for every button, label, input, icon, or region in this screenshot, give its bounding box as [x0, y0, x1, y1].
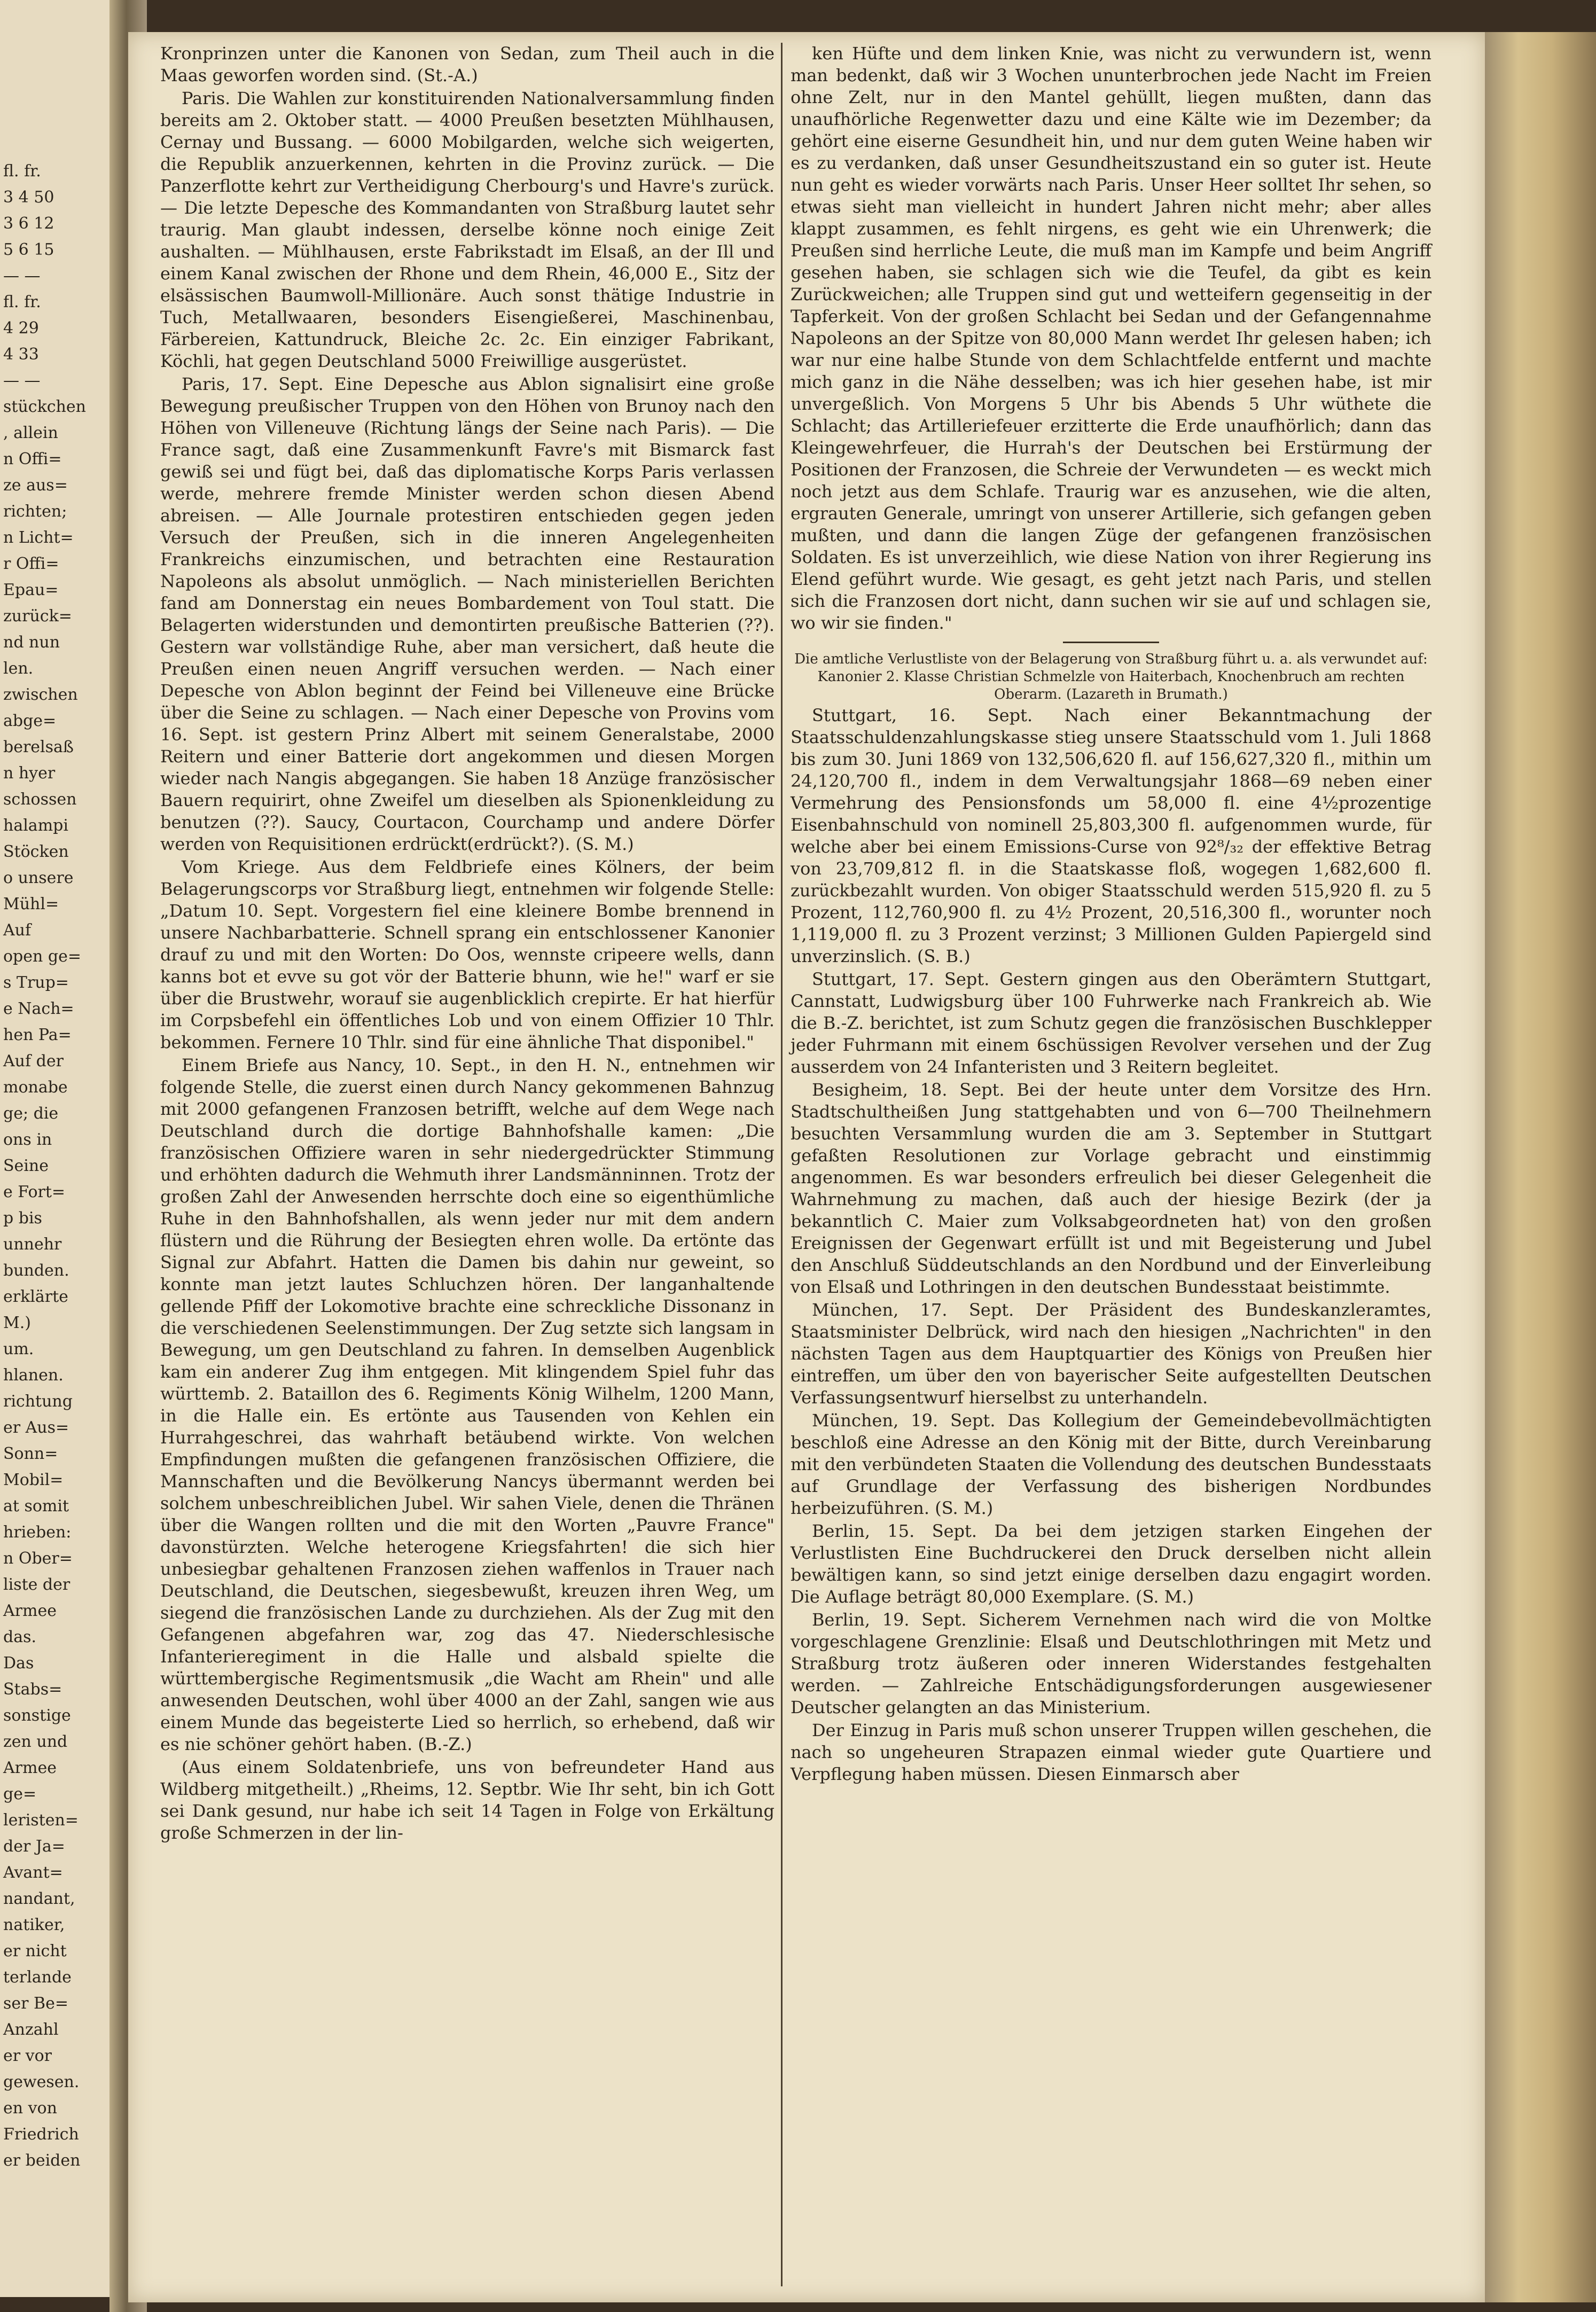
article-paragraph-right: Besigheim, 18. Sept. Bei der heute unter dem Vorsitze des Hrn. Stadtschultheißen Jung stattgehabten und von 6—700 Theilnehmern besuchten Versammlung wurden die am 3. September in Stuttgart gefaßten Resolutionen zur Vorlage gebracht und einstimmig angenommen. Es war besonders erfreulich bei dieser Gelegenheit die Wahrnehmung zu machen, daß auch der hiesige Bezirk (der ja bekanntlich C. Maier zum Volksabgeordneten hat) von den großen Ereignissen der Gegenwart erfüllt ist und mit Begeisterung und Jubel den Anschluß Süddeutschlands an den Nordbund und der Einverleibung von Elsaß und Lothringen in den deutschen Bundesstaat beistimmte. [791, 1080, 1431, 1297]
prev-page-fragment: abge= [3, 712, 57, 730]
article-paragraph-left: Einem Briefe aus Nancy, 10. Sept., in den H. N., entnehmen wir folgende Stelle, die zuerst einen durch Nancy gekommenen Bahnzug mit 2000 gefangenen Franzosen betrifft, welche auf dem Wege nach Deutschland durch die dortige Bahnhofshalle kamen: „Die französischen Offiziere waren in sehr niedergedrückter Stimmung und erhöhten dadurch die Wehmuth ihrer Landsmänninnen. Trotz der großen Zahl der Anwesenden herrschte doch eine so eigenthümliche Ruhe in den Bahnhofshallen, als wenn jeder nur mit dem andern flüstern und die Rührung der Besiegten ehren wolle. Da ertönte das Signal zur Abfahrt. Hatten die Damen bis dahin nur geweint, so konnte man jetzt lautes Schluchzen hören. Der langanhaltende gellende Pfiff der Lokomotive brachte eine schreckliche Dissonanz in die verschiedenen Seelenstimmungen. Der Zug setzte sich langsam in Bewegung, um gen Deutschland zu fahren. In demselben Augenblick kam ein anderer Zug ihm entgegen. Mit klingendem Spiel fuhr das württemb. 2. Bataillon des 6. Regiments König Wilhelm, 1200 Mann, in die Halle ein. Es ertönte aus Tausenden von Kehlen ein Hurrahgeschrei, das wahrhaft betäubend wirkte. Von welchen Empfindungen mußten die gefangenen französischen Offiziere, die Mannschaften und die Bevölkerung Nancys übermannt werden bei solchem unbeschreiblichen Jubel. Wir sahen Viele, denen die Thränen über die Wangen rollten und die mit den Worten „Pauvre France" davonstürzten. Welche heterogene Kriegsfahrten! die sich hier unbesiegbar gehaltenen Franzosen ziehen waffenlos in Trauer nach Deutschland, die Deutschen, siegesbewußt, kreuzen ihren Weg, um siegend die französischen Lande zu durchziehen. Als der Zug mit den Gefangenen abgefahren war, zog das 47. Niederschlesische Infanterieregiment in die Halle und alsbald spielte die württembergische Regimentsmusik „die Wacht am Rhein" und alle anwesenden Deutschen, wohl über 4000 an der Zahl, sangen wie aus einem Munde das begeisterte Lied so herrlich, so erhebend, daß wir es nie schöner gehört haben. (B.-Z.) [160, 1055, 774, 1754]
prev-page-fragment: Stöcken [3, 842, 69, 861]
article-paragraph-left: Paris. Die Wahlen zur konstituirenden Nationalversammlung finden bereits am 2. Oktober statt. — 4000 Preußen besetzten Mühlhausen, Cernay und Bussang. — 6000 Mobilgarden, welche sich weigerten, die Republik anzuerkennen, kehrten in die Provinz zurück. — Die Panzerflotte kehrt zur Vertheidigung Cherbourg's und Havre's zurück. — Die letzte Depesche des Kommandanten von Straßburg lautet sehr traurig. Man glaubt indessen, derselbe könne noch einige Zeit aushalten. — Mühlhausen, erste Fabrikstadt im Elsaß, an der Ill und einem Kanal zwischen der Rhone und dem Rhein, 46,000 E., Sitz der elsässischen Baumwoll-Millionäre. Auch sonst thätige Industrie in Tuch, Metallwaaren, besonders Eisengießerei, Maschinenbau, Färbereien, Kattundruck, Bleiche 2c. 2c. Ein einziger Fabrikant, Köchli, hat gegen Deutschland 5000 Freiwillige ausgerüstet. [160, 88, 774, 371]
prev-page-fragment: ser Be= [3, 1994, 68, 2013]
prev-page-fragment: ons in [3, 1130, 52, 1149]
article-paragraph-left: Kronprinzen unter die Kanonen von Sedan, zum Theil auch in die Maas geworfen worden sind. (St.-A.) [160, 43, 774, 85]
prev-page-fragment: n hyer [3, 764, 56, 783]
prev-page-fragment: r Offi= [3, 554, 59, 573]
prev-page-fragment: open ge= [3, 947, 81, 966]
section-divider [1063, 642, 1159, 643]
prev-page-fragment: stückchen [3, 397, 86, 416]
prev-page-fragment: terlande [3, 1968, 72, 1987]
prev-page-fragment: richtung [3, 1392, 73, 1411]
prev-page-fragment: 3 6 12 [3, 214, 54, 233]
prev-page-fragment: gewesen. [3, 2073, 80, 2091]
casualty-notice: Die amtliche Verlustliste von der Belagerung von Straßburg führt u. a. als verwundet auf: Kanonier 2. Klasse Christian Schmelzle von Haiterbach, Knochenbruch am rechten Oberarm. (Lazareth in Brumath.) [794, 651, 1428, 702]
prev-page-fragment: Das [3, 1654, 34, 1673]
prev-page-fragment: zwischen [3, 685, 78, 704]
newspaper-page [128, 32, 1485, 2302]
prev-page-fragment: e Nach= [3, 999, 74, 1018]
column-divider [781, 43, 783, 2286]
prev-page-fragment: Stabs= [3, 1680, 62, 1699]
article-paragraph-left: Vom Kriege. Aus dem Feldbriefe eines Kölners, der beim Belagerungscorps vor Straßburg liegt, entnehmen wir folgende Stelle: „Datum 10. Sept. Vorgestern fiel eine kleinere Bombe brennend in unsere Nachbarbatterie. Schnell sprang ein entschlossener Kanonier drauf zu und mit den Worten: Do Oos, wennste cripeere wells, dann kanns bot et evve su got vör der Batterie bhunn, wie he!" warf er sie über die Brustwehr, worauf sie augenblicklich crepirte. Er hat hierfür im Corpsbefehl ein öffentliches Lob und von einem Offizier 10 Thlr. bekommen. Fernere 10 Thlr. sind für eine ähnliche That disponibel." [160, 857, 774, 1052]
column-left [160, 43, 774, 1845]
prev-page-fragment: ze aus= [3, 476, 68, 495]
prev-page-fragment: ge; die [3, 1104, 59, 1123]
prev-page-fragment: Auf der [3, 1052, 64, 1071]
prev-page-fragment: Avant= [3, 1863, 63, 1882]
prev-page-fragment: — — [3, 371, 41, 390]
prev-page-fragment: , allein [3, 424, 58, 442]
prev-page-fragment: ge= [3, 1785, 37, 1803]
prev-page-fragment: M.) [3, 1314, 31, 1332]
prev-page-fragment: — — [3, 267, 41, 285]
prev-page-fragment: 3 4 50 [3, 188, 54, 207]
prev-page-fragment: hlanen. [3, 1366, 64, 1385]
prev-page-fragment: at somit [3, 1497, 69, 1516]
article-paragraph-left: Paris, 17. Sept. Eine Depesche aus Ablon signalisirt eine große Bewegung preußischer Truppen von den Höhen von Brunoy nach den Höhen von Villeneuve (Richtung längs der Seine nach Paris). — Die France sagt, daß eine Zusammenkunft Favre's mit Bismarck fast gewiß sei und fügt bei, daß das diplomatische Korps Paris verlassen werde, mehrere fremde Minister werden schon diesen Abend abreisen. — Alle Journale protestiren entschieden gegen jeden Versuch der Preußen, sich in die inneren Angelegenheiten Frankreichs einzumischen, und betrachten eine Restauration Napoleons als absolut unmöglich. — Nach ministeriellen Berichten fand am Donnerstag ein neues Bombardement von Toul statt. Die Belagerten widerstunden und demontirten preußische Batterien (??). Gestern war vollständige Ruhe, aber man versichert, daß heute die Preußen einen neuen Angriff versuchen werden. — Nach einer Depesche von Ablon beginnt der Feind bei Villeneuve eine Brücke über die Seine zu schlagen. — Nach einer Depesche von Provins vom 16. Sept. ist gestern Prinz Albert mit seinem Generalstabe, 2000 Reitern und einer Batterie dort angekommen und diesen Morgen wieder nach Nangis abgegangen. Sie haben 18 Anzüge französischer Bauern requirirt, ohne Zweifel um dieselben als Spionenkleidung zu benutzen (??). Saucy, Courtacon, Courchamp und andere Dörfer werden von Requisitionen erdrückt(erdrückt?). (S. M.) [160, 374, 774, 854]
article-paragraph-right: Berlin, 15. Sept. Da bei dem jetzigen starken Eingehen der Verlustlisten Eine Buchdruckerei den Druck derselben nicht allein bewältigen kann, so sind jetzt einige derselben dazu engagirt worden. Die Auflage beträgt 80,000 Exemplare. (S. M.) [791, 1521, 1431, 1607]
prev-page-fragment: n Licht= [3, 528, 74, 547]
article-paragraph-right: Berlin, 19. Sept. Sicherem Vernehmen nach wird die von Moltke vorgeschlagene Grenzlinie: Elsaß und Deutschlothringen mit Metz und Straßburg trotz äußeren oder inneren Widerstandes festgehalten werden. — Zahlreiche Entschädigungsforderungen ausgewiesener Deutscher gelangten an das Ministerium. [791, 1610, 1431, 1717]
prev-page-fragment: n Offi= [3, 450, 62, 468]
article-paragraph-right: Stuttgart, 17. Sept. Gestern gingen aus den Oberämtern Stuttgart, Cannstatt, Ludwigsburg über 100 Fuhrwerke nach Frankreich ab. Wie die B.-Z. berichtet, ist zum Schutz gegen die französischen Buschklepper jeder Fuhrmann mit einem 6schüssigen Revolver versehen und der Zug ausserdem von 24 Infanteristen und 3 Reitern begleitet. [791, 969, 1431, 1077]
prev-page-fragment: Armee [3, 1602, 57, 1620]
prev-page-fragment: das. [3, 1628, 37, 1646]
prev-page-fragment: erklärte [3, 1287, 68, 1306]
prev-page-fragment: 4 29 [3, 319, 39, 338]
article-paragraph-right: ken Hüfte und dem linken Knie, was nicht zu verwundern ist, wenn man bedenkt, daß wir 3 Wochen ununterbrochen jede Nacht im Freien ohne Zelt, nur in den Mantel gehüllt, liegen mußten, dann das unaufhörliche Regenwetter dazu und eine Kälte wie im Dezember; da gehört eine eiserne Gesundheit hin, und nur dem guten Weine haben wir es zu verdanken, daß unser Gesundheitszustand ein so guter ist. Heute nun geht es wieder vorwärts nach Paris. Unser Heer solltet Ihr sehen, so etwas sieht man vielleicht in hundert Jahren nicht mehr; aber alles klappt zusammen, es fehlt nirgens, es geht wie ein Uhrenwerk; die Preußen sind herrliche Leute, die muß man im Kampfe und beim Angriff gesehen haben, sie schlagen sich wie die Teufel, da gibt es kein Zurückweichen; alle Truppen sind gut und wetteifern gegenseitig in der Tapferkeit. Von der großen Schlacht bei Sedan und der Gefangennahme Napoleons an der Spitze von 80,000 Mann werdet Ihr gelesen haben; ich war nur eine halbe Stunde von dem Schlachtfelde entfernt und machte mich ganz in die Nähe desselben; was ich hier gesehen habe, ist mir unvergeßlich. Von Morgens 5 Uhr bis Abends 5 Uhr wüthete die Schlacht; das Artilleriefeuer erzitterte die Erde unaufhörlich; dann das Kleingewehrfeuer, die Hurrah's der Deutschen bei Erstürmung der Positionen der Franzosen, die Schreie der Verwundeten — es weckt mich noch jetzt aus dem Schlafe. Traurig war es anzusehen, wie die alten, ergrauten Generale, umringt von unserer Artillerie, sich gefangen geben mußten, und dann die langen Züge der gefangenen französischen Soldaten. Es ist unverzeihlich, wie diese Nation von ihrer Regierung ins Elend geführt wurde. Wie gesagt, es geht jetzt nach Paris, und stellen sich die Franzosen dort nicht, dann suchen wir sie auf und schlagen sie, wo wir sie finden." [791, 43, 1431, 633]
prev-page-fragment: um. [3, 1340, 34, 1358]
previous-page-edge [0, 0, 120, 2297]
prev-page-fragment: monabe [3, 1078, 68, 1097]
prev-page-fragment: en von [3, 2099, 57, 2118]
prev-page-fragment: der Ja= [3, 1837, 65, 1856]
prev-page-fragment: leristen= [3, 1811, 79, 1830]
prev-page-fragment: Friedrich [3, 2125, 79, 2144]
prev-page-fragment: liste der [3, 1575, 71, 1594]
prev-page-fragment: bunden. [3, 1261, 69, 1280]
prev-page-fragment: Auf [3, 921, 32, 940]
prev-page-fragment: 4 33 [3, 345, 39, 364]
prev-page-fragment: er beiden [3, 2151, 81, 2170]
article-paragraph-right: München, 17. Sept. Der Präsident des Bundeskanzleramtes, Staatsminister Delbrück, wird nach den hiesigen „Nachrichten" in den nächsten Tagen aus dem Hauptquartier des Königs von Preußen hier eintreffen, um über den von bayerischer Seite aufgestellten Deutschen Verfassungsentwurf hierselbst zu unterhandeln. [791, 1300, 1431, 1408]
article-paragraph-left: (Aus einem Soldatenbriefe, uns von befreundeter Hand aus Wildberg mitgetheilt.) „Rheims, 12. Septbr. Wie Ihr seht, bin ich Gott sei Dank gesund, nur habe ich seit 14 Tagen in Folge von Erkältung große Schmerzen in der lin- [160, 1757, 774, 1843]
prev-page-fragment: Armee [3, 1759, 57, 1777]
prev-page-fragment: Mobil= [3, 1471, 64, 1489]
prev-page-fragment: Sonn= [3, 1444, 58, 1463]
prev-page-fragment: nandant, [3, 1889, 75, 1908]
prev-page-fragment: unnehr [3, 1235, 62, 1254]
prev-page-fragment: hen Pa= [3, 1026, 72, 1044]
prev-page-fragment: berelsaß [3, 738, 74, 756]
prev-page-fragment: n Ober= [3, 1549, 73, 1568]
prev-page-fragment: p bis [3, 1209, 42, 1228]
prev-page-fragment: zen und [3, 1732, 68, 1751]
prev-page-fragment: richten; [3, 502, 67, 521]
prev-page-fragment: zurück= [3, 607, 72, 626]
prev-page-fragment: Epau= [3, 581, 59, 599]
prev-page-fragment: fl. fr. [3, 293, 41, 311]
prev-page-fragment: sonstige [3, 1706, 71, 1725]
prev-page-fragment: hrieben: [3, 1523, 72, 1542]
prev-page-fragment: fl. fr. [3, 162, 41, 181]
prev-page-fragment: o unsere [3, 869, 74, 887]
book-board-edge [1485, 32, 1596, 2302]
prev-page-fragment: len. [3, 659, 34, 678]
prev-page-fragment: schossen [3, 790, 77, 809]
prev-page-fragment: er Aus= [3, 1418, 69, 1437]
article-paragraph-right: Der Einzug in Paris muß schon unserer Truppen willen geschehen, die nach so ungeheuren Strapazen einmal wieder gute Quartiere und Verpflegung haben müssen. Diesen Einmarsch aber [791, 1720, 1431, 1784]
prev-page-fragment: er nicht [3, 1942, 67, 1960]
prev-page-fragment: s Trup= [3, 973, 69, 992]
prev-page-fragment: er vor [3, 2047, 52, 2065]
article-paragraph-right: München, 19. Sept. Das Kollegium der Gemeindebevollmächtigten beschloß eine Adresse an den König mit der Bitte, durch Vereinbarung mit den verbündeten Staaten die Vollendung des deutschen Bundesstaats auf Grundlage der Verfassung des bisherigen Nordbundes herbeizuführen. (S. M.) [791, 1410, 1431, 1518]
prev-page-fragment: Seine [3, 1157, 49, 1175]
prev-page-fragment: 5 6 15 [3, 240, 54, 259]
column-right [791, 43, 1431, 1786]
prev-page-fragment: Anzahl [3, 2020, 59, 2039]
article-paragraph-right: Stuttgart, 16. Sept. Nach einer Bekanntmachung der Staatsschuldenzahlungskasse stieg unsere Staatsschuld vom 1. Juli 1868 bis zum 30. Juni 1869 von 132,506,620 fl. auf 156,627,320 fl., mithin um 24,120,700 fl., indem in dem Verwaltungsjahr 1868—69 neben einer Vermehrung des Pensionsfonds um 58,000 fl. eine 4½prozentige Eisenbahnschuld von nominell 25,803,300 fl. aufgenommen wurde, für welche aber bei einem Emissions-Curse von 92⁸/₃₂ der effektive Betrag von 23,709,812 fl. in die Staatskasse floß, wogegen 1,682,600 fl. zurückbezahlt wurden. Von obiger Staatsschuld werden 515,920 fl. zu 5 Prozent, 112,760,900 fl. zu 4½ Prozent, 20,516,300 fl., worunter noch 1,119,000 fl. zu 3 Prozent verzinst; 3 Millionen Gulden Papiergeld sind unverzinslich. (S. B.) [791, 705, 1431, 966]
prev-page-fragment: nd nun [3, 633, 60, 652]
prev-page-fragment: halampi [3, 816, 68, 835]
prev-page-fragment: natiker, [3, 1916, 65, 1934]
prev-page-fragment: Mühl= [3, 895, 59, 913]
prev-page-fragment: e Fort= [3, 1183, 66, 1201]
